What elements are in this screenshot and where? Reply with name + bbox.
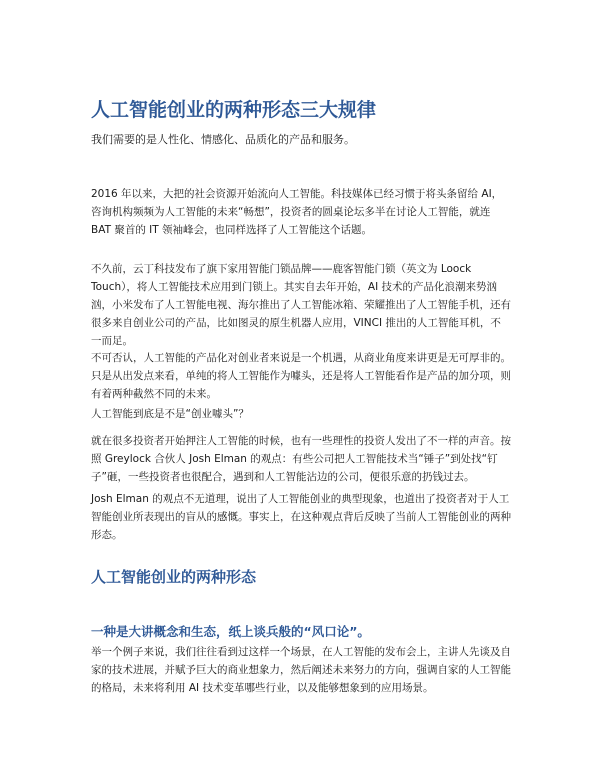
paragraph-opportunity: 不可否认，人工智能的产品化对创业者来说是一个机遇，从商业角度来讲更是无可厚非的。只是从出发点来看，单纯的将人工智能作为噱头，还是将人工智能看作是产品的加分项，则有着两种截然不同的未来。 — [91, 352, 511, 400]
document-title: 人工智能创业的两种形态三大规律 — [91, 99, 377, 121]
paragraph-josh-elman: Josh Elman 的观点不无道理，说出了人工智能创业的典型现象，也道出了投资者对于人工智能创业所表现出的盲从的感慨。事实上，在这种观点背后反映了当前人工智能创业的两种形态。 — [91, 493, 511, 541]
subsection-heading: 一种是大讲概念和生态，纸上谈兵般的“风口论”。 — [91, 624, 370, 639]
paragraph-product-wave: 不久前，云丁科技发布了旗下家用智能门锁品牌——鹿客智能门锁（英文为 Loock Touch），将人工智能技术应用到门锁上。其实自去年开始，AI 技术的产品化浪潮来势汹汹，小米发布了人工智能电视、海尔推出了人工智能冰箱、荣耀推出了人工智能手机，还有很多来自创业公司的产品，比如图灵的原生机器人应用，VINCI 推出的人工智能耳机，不一而足。 — [91, 263, 511, 347]
document-subtitle: 我们需要的是人性化、情感化、品质化的产品和服务。 — [91, 133, 355, 146]
paragraph-example: 举一个例子来说，我们往往看到过这样一个场景，在人工智能的发布会上，主讲人先谈及自家的技术进展，并赋予巨大的商业想象力，然后阐述未来努力的方向，强调自家的人工智能的格局，未来将利用 AI 技术变革哪些行业，以及能够想象到的应用场景。 — [91, 646, 511, 694]
paragraph-question: 人工智能到底是不是“创业噱头”？ — [91, 408, 249, 420]
section-heading: 人工智能创业的两种形态 — [91, 568, 257, 586]
paragraph-intro: 2016 年以来，大把的社会资源开始流向人工智能。科技媒体已经习惯于将头条留给 AI，咨询机构频频为人工智能的未来“畅想”，投资者的圆桌论坛多半在讨论人工智能，就连 BAT 聚首的 IT 领袖峰会，也同样选择了人工智能这个话题。 — [91, 188, 503, 236]
paragraph-investors: 就在很多投资者开始押注人工智能的时候，也有一些理性的投资人发出了不一样的声音。按照 Greylock 合伙人 Josh Elman 的观点：有些公司把人工智能技术当“锤子”到处找“钉子”砸，一些投资者也很配合，遇到和人工智能沾边的公司，便很乐意的扔钱过去。 — [91, 435, 511, 483]
